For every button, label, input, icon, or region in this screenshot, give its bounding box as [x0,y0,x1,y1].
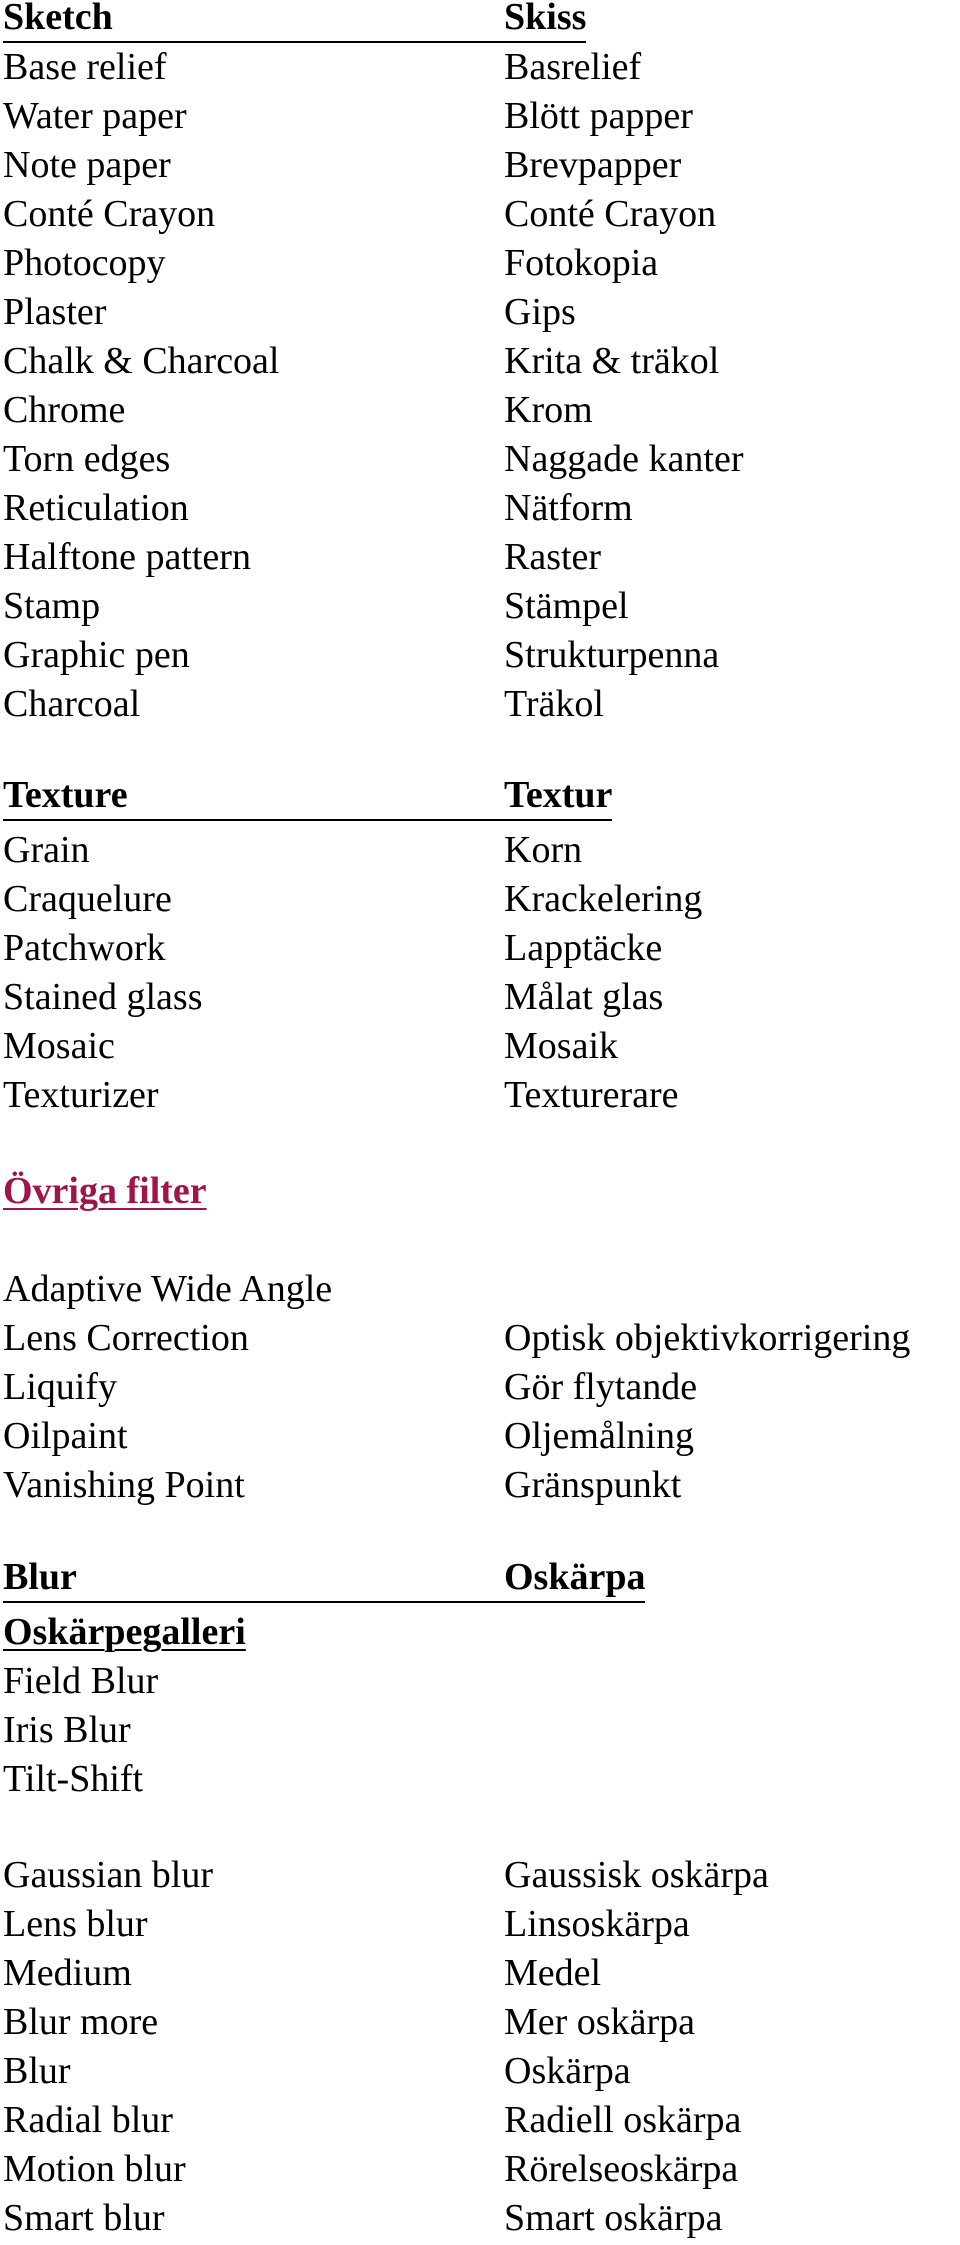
texture-header-en: Texture [3,772,504,821]
sketch-row [0,43,960,92]
blur-term-en: Smart blur [3,2197,165,2239]
blur-term-sv: Radiell oskärpa [504,2099,742,2141]
blur-term-en: Blur [3,2050,71,2092]
blur-row [0,1900,960,1949]
sketch-row [0,239,960,288]
sketch-term-sv: Naggade kanter [504,438,744,480]
sketch-term-en: Reticulation [3,487,189,529]
texture-row [0,973,960,1022]
sketch-row [0,435,960,484]
blur-gallery-item: Field Blur [3,1660,159,1702]
blur-term-en: Lens blur [3,1903,148,1945]
sketch-row [0,288,960,337]
texture-term-en: Stained glass [3,976,203,1018]
texture-term-en: Craquelure [3,878,172,920]
other-term-en: Vanishing Point [3,1464,245,1506]
texture-term-en: Grain [3,829,90,871]
other-row [0,1363,960,1412]
blur-gallery-row [0,1706,960,1755]
sketch-term-en: Chalk & Charcoal [3,340,280,382]
sketch-term-sv: Brevpapper [504,144,682,186]
texture-row [0,875,960,924]
blur-term-sv: Rörelseoskärpa [504,2148,739,2190]
other-term-sv: Oljemålning [504,1415,694,1457]
sketch-term-en: Water paper [3,95,187,137]
sketch-term-en: Photocopy [3,242,166,284]
sketch-term-en: Charcoal [3,683,141,725]
sketch-row [0,141,960,190]
other-row [0,1314,960,1363]
sketch-term-sv: Krita & träkol [504,340,720,382]
blur-row [0,1949,960,1998]
sketch-header-sv: Skiss [504,0,586,43]
blur-term-en: Medium [3,1952,132,1994]
sketch-row [0,190,960,239]
blur-gallery-row [0,1657,960,1706]
sketch-term-en: Plaster [3,291,107,333]
other-row [0,1461,960,1510]
sketch-term-sv: Conté Crayon [504,193,717,235]
blur-row [0,2194,960,2243]
texture-term-en: Texturizer [3,1074,159,1116]
blur-gallery-item: Iris Blur [3,1709,131,1751]
sketch-row [0,582,960,631]
blur-row [0,1851,960,1900]
sketch-term-sv: Krom [504,389,593,431]
sketch-term-en: Graphic pen [3,634,190,676]
other-row [0,1412,960,1461]
texture-term-en: Mosaic [3,1025,115,1067]
sketch-row [0,533,960,582]
blur-term-sv: Mer oskärpa [504,2001,695,2043]
texture-term-sv: Texturerare [504,1074,679,1116]
sketch-term-sv: Träkol [504,683,604,725]
sketch-row [0,337,960,386]
sketch-term-sv: Raster [504,536,602,578]
blur-term-sv: Medel [504,1952,602,1994]
other-term-sv: Optisk objektivkorrigering [504,1317,911,1359]
blur-term-en: Gaussian blur [3,1854,214,1896]
blur-term-sv: Oskärpa [504,2050,631,2092]
sketch-term-sv: Blött papper [504,95,693,137]
sketch-term-sv: Strukturpenna [504,634,720,676]
sketch-term-sv: Basrelief [504,46,642,88]
sketch-header-row [0,0,960,43]
sketch-row [0,680,960,729]
blur-term-sv: Linsoskärpa [504,1903,690,1945]
blur-header-row [0,1554,960,1603]
sketch-term-en: Conté Crayon [3,193,216,235]
sketch-term-sv: Gips [504,291,576,333]
blur-term-sv: Gaussisk oskärpa [504,1854,769,1896]
sketch-term-en: Stamp [3,585,101,627]
texture-row [0,1071,960,1120]
texture-term-sv: Korn [504,829,583,871]
blur-row [0,2145,960,2194]
other-term-sv: Gränspunkt [504,1464,682,1506]
blur-term-en: Blur more [3,2001,159,2043]
other-filters-heading-row [0,1167,960,1216]
blur-gallery-item: Tilt-Shift [3,1758,144,1800]
other-filters-heading: Övriga filter [3,1170,207,1212]
texture-header-row [0,772,960,821]
texture-term-sv: Mosaik [504,1025,618,1067]
blur-gallery-heading: Oskärpegalleri [3,1611,246,1653]
sketch-term-sv: Stämpel [504,585,629,627]
blur-row [0,2096,960,2145]
blur-term-en: Radial blur [3,2099,173,2141]
blur-header-sv: Oskärpa [504,1554,645,1603]
blur-term-en: Motion blur [3,2148,186,2190]
sketch-term-en: Note paper [3,144,171,186]
other-term-en: Oilpaint [3,1415,128,1457]
other-row [0,1265,960,1314]
texture-row [0,1022,960,1071]
other-term-en: Adaptive Wide Angle [3,1268,333,1310]
texture-term-sv: Krackelering [504,878,703,920]
sketch-term-sv: Fotokopia [504,242,659,284]
texture-row [0,826,960,875]
other-term-en: Lens Correction [3,1317,249,1359]
blur-gallery-row [0,1755,960,1804]
blur-row [0,1998,960,2047]
sketch-term-en: Halftone pattern [3,536,251,578]
other-term-en: Liquify [3,1366,117,1408]
sketch-row [0,386,960,435]
texture-term-sv: Målat glas [504,976,664,1018]
texture-row [0,924,960,973]
blur-header-en: Blur [3,1554,504,1603]
sketch-header-en: Sketch [3,0,504,43]
sketch-term-en: Torn edges [3,438,171,480]
sketch-term-en: Chrome [3,389,126,431]
blur-row [0,2047,960,2096]
sketch-row [0,484,960,533]
texture-header-sv: Textur [504,772,612,821]
texture-term-sv: Lapptäcke [504,927,663,969]
sketch-term-sv: Nätform [504,487,633,529]
other-term-sv: Gör flytande [504,1366,698,1408]
blur-gallery-heading-row [0,1608,960,1657]
blur-term-sv: Smart oskärpa [504,2197,723,2239]
texture-term-en: Patchwork [3,927,166,969]
sketch-row [0,92,960,141]
sketch-row [0,631,960,680]
sketch-term-en: Base relief [3,46,167,88]
